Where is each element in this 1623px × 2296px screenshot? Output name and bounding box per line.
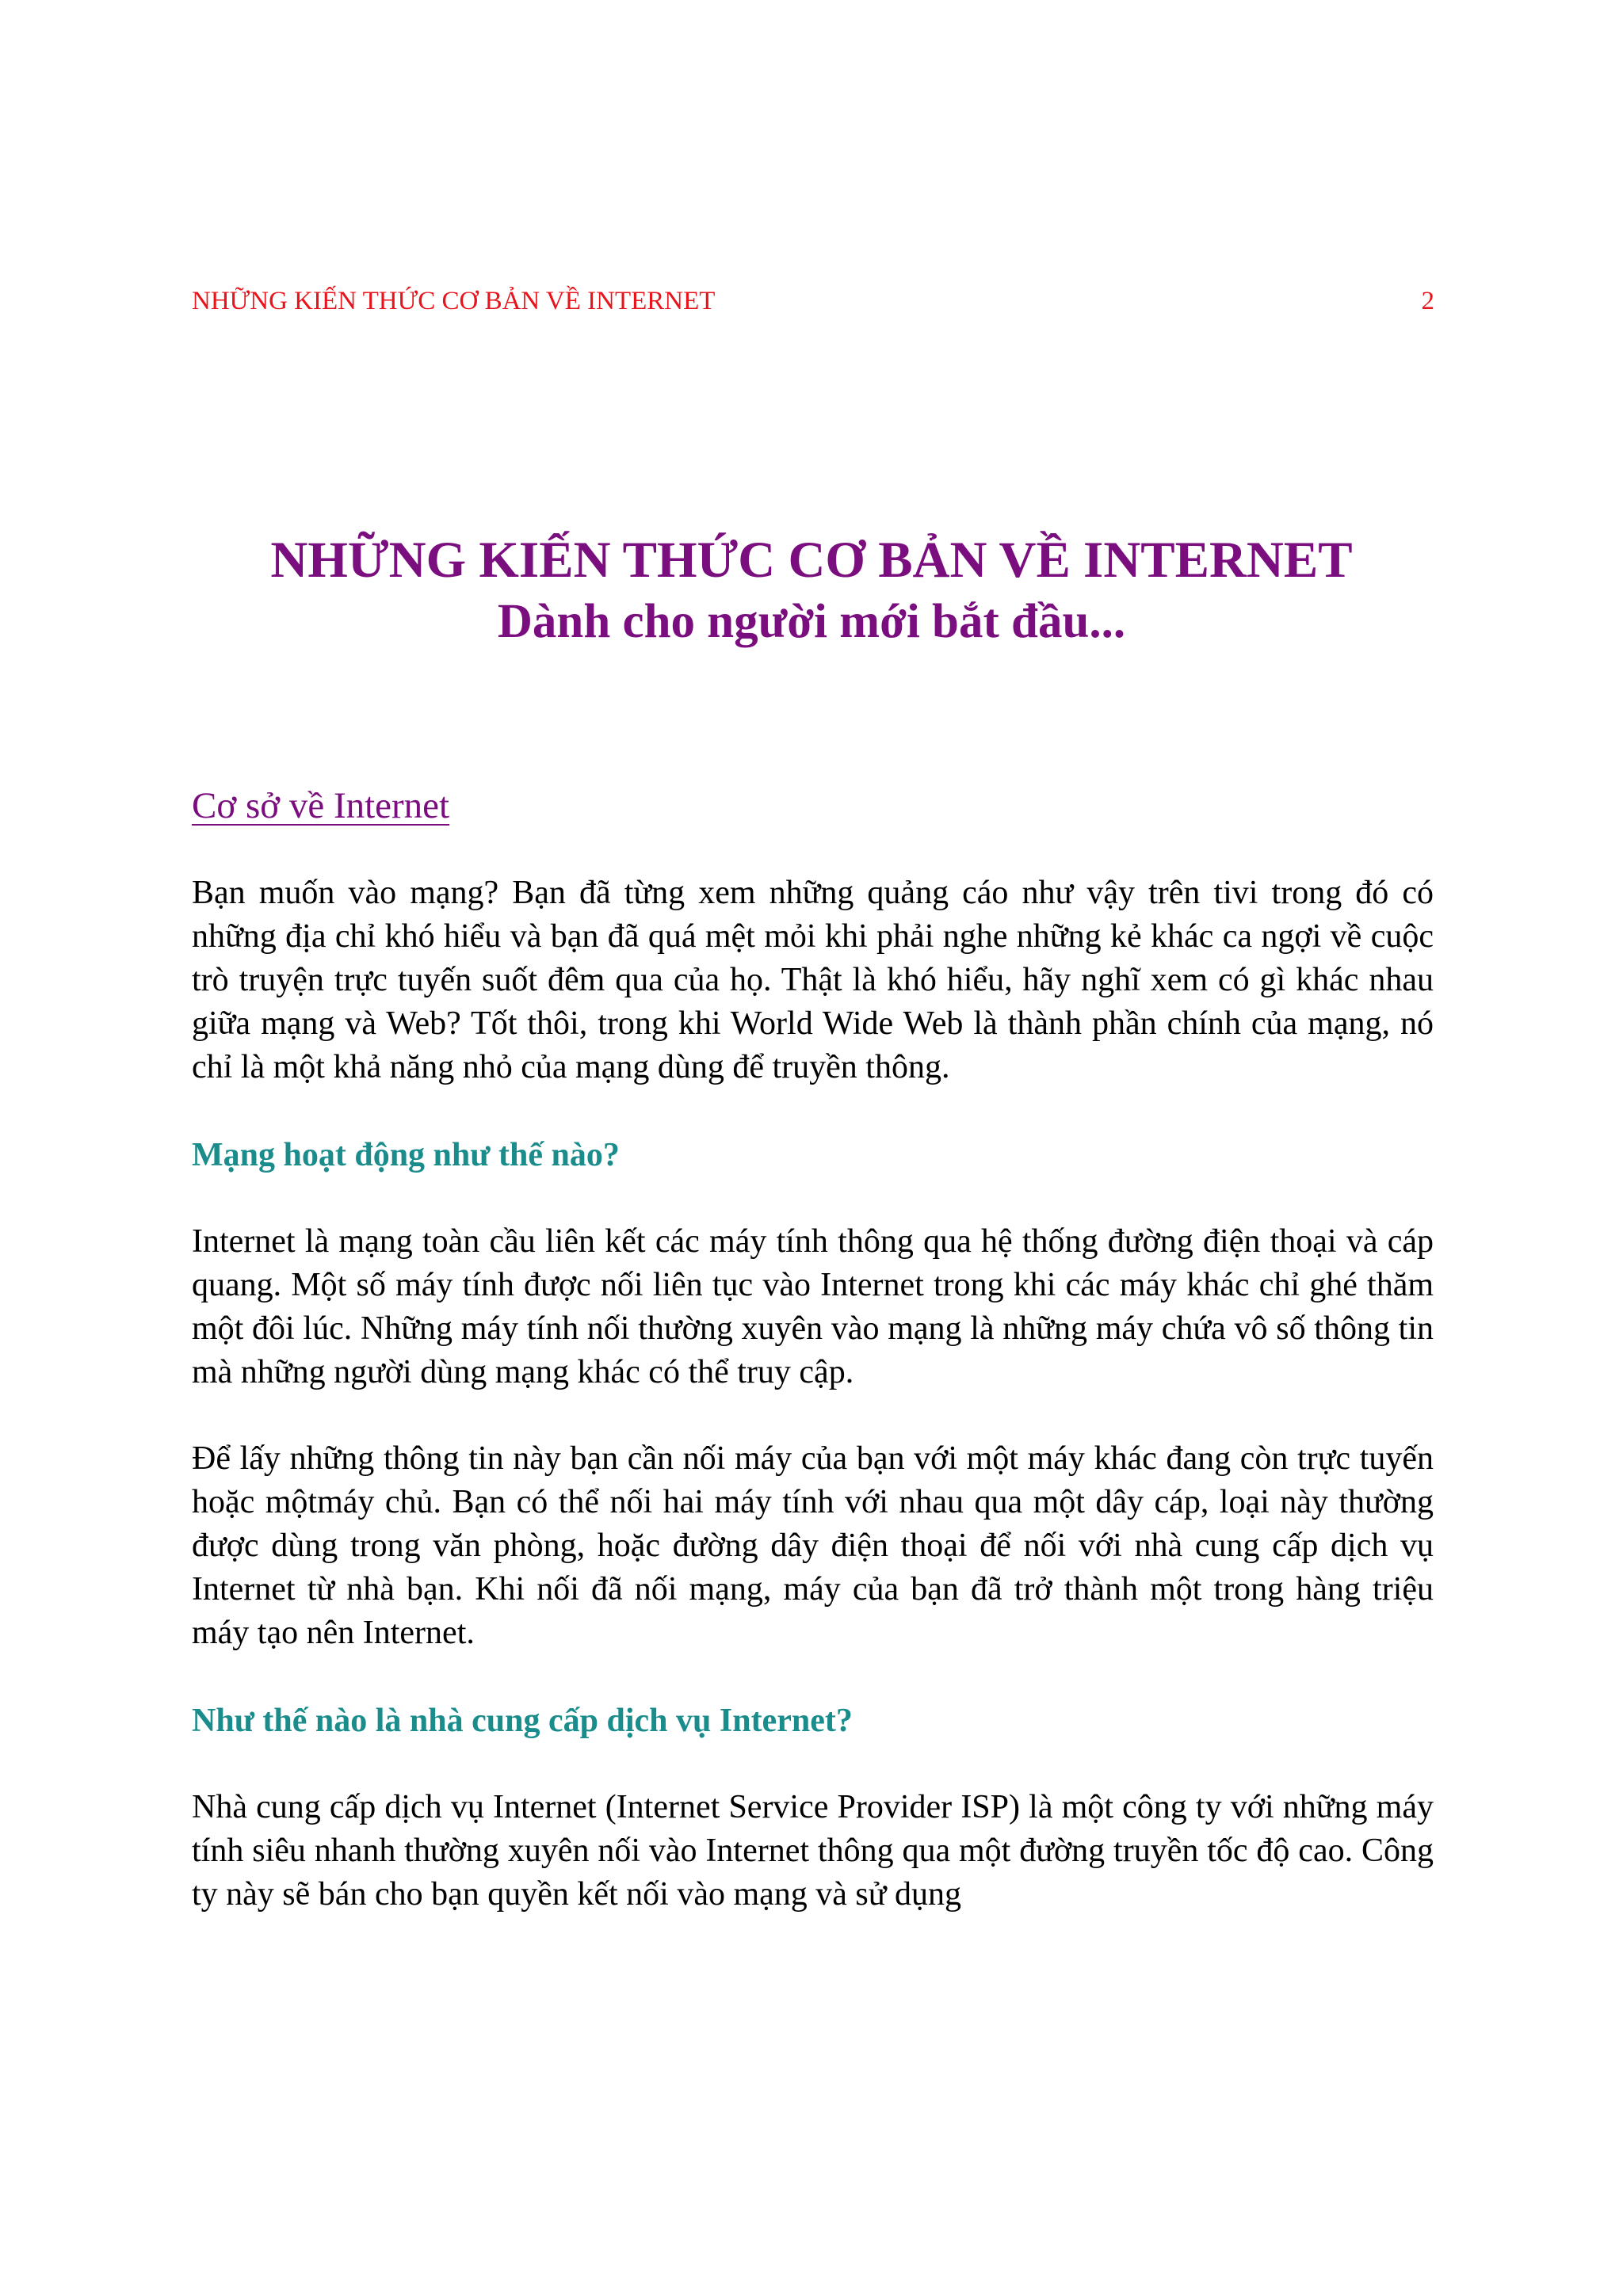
page-number: 2 xyxy=(1421,287,1434,315)
running-header xyxy=(192,287,1434,326)
document-title xyxy=(158,529,1465,653)
paragraph-intro: Bạn muốn vào mạng? Bạn đã từng xem những quảng cáo như vậy trên tivi trong đó có những địa chỉ khó hiểu và bạn đã quá mệt mỏi khi phải nghe những kẻ khác ca ngợi về cuộc trò truyện trực tuyến suốt đêm qua của họ. Thật là khó hiểu, hãy nghĩ xem có gì khác nhau giữa mạng và Web? Tốt thôi, trong khi World Wide Web là thành phần chính của mạng, nó chỉ là một khả năng nhỏ của mạng dùng để truyền thông. xyxy=(192,875,1434,1085)
paragraph-network: Internet là mạng toàn cầu liên kết các máy tính thông qua hệ thống đường điện thoại và cáp quang. Một số máy tính được nối liên tục vào Internet trong khi các máy khác chỉ ghé thăm một đôi lúc. Những máy tính nối thường xuyên vào mạng là những máy chứa vô số thông tin mà những người dùng mạng khác có thể truy cập. xyxy=(192,1223,1434,1390)
subheading-isp: Như thế nào là nhà cung cấp dịch vụ Internet? xyxy=(192,1703,853,1739)
body-content xyxy=(192,871,1434,1917)
title-main: NHỮNG KIẾN THỨC CƠ BẢN VỀ INTERNET xyxy=(270,532,1353,589)
subheading-how-network-works: Mạng hoạt động như thế nào? xyxy=(192,1137,620,1173)
paragraph-connect: Để lấy những thông tin này bạn cần nối máy của bạn với một máy khác đang còn trực tuyến hoặc mộtmáy chủ. Bạn có thể nối hai máy tính với nhau qua một dây cáp, loại này thường được dùng trong văn phòng, hoặc đường dây điện thoại để nối với nhà cung cấp dịch vụ Internet từ nhà bạn. Khi nối đã nối mạng, máy của bạn đã trở thành một trong hàng triệu máy tạo nên Internet. xyxy=(192,1440,1434,1651)
section-heading: Cơ sở về Internet xyxy=(192,785,450,826)
running-header-title: NHỮNG KIẾN THỨC CƠ BẢN VỀ INTERNET xyxy=(192,287,716,315)
paragraph-isp: Nhà cung cấp dịch vụ Internet (Internet Service Provider ISP) là một công ty với những máy tính siêu nhanh thường xuyên nối vào Internet thông qua một đường truyền tốc độ cao. Công ty này sẽ bán cho bạn quyền kết nối vào mạng và sử dụng xyxy=(192,1789,1434,1913)
title-subtitle: Dành cho người mới bắt đầu... xyxy=(497,595,1126,648)
